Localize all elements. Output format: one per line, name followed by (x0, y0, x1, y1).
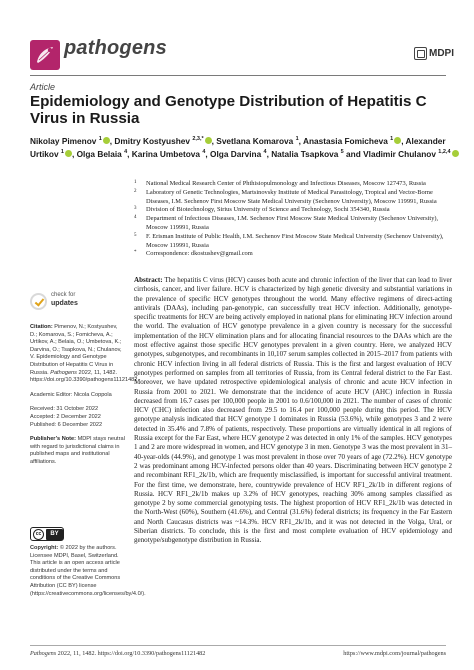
author-separator: , (401, 135, 406, 146)
author-affiliation-marker: 1 (390, 136, 394, 142)
affiliation-number: 4 (134, 215, 137, 221)
copyright-label: Copyright: (30, 545, 59, 551)
affiliation-number: 2 (134, 188, 137, 194)
affiliation-number: 5 (134, 232, 137, 238)
citation-journal: Pathogens (50, 369, 77, 376)
by-icon: BY (46, 529, 63, 540)
orcid-icon[interactable] (65, 150, 72, 157)
abstract-label: Abstract: (134, 276, 163, 284)
affiliation-text: F. Erisman Institute of Public Health, I.M. Sechenov First Moscow State Medical University (Sechenov University), Moscow 119991, Russia (146, 232, 444, 249)
citation-label: Citation: (30, 324, 53, 330)
publisher-name: MDPI (429, 47, 454, 59)
editor-block (30, 392, 126, 400)
author-separator: and (343, 148, 364, 159)
author-name[interactable]: Vladimir Chulanov (363, 148, 439, 159)
published-date: Published: 6 December 2022 (30, 421, 103, 428)
author-name[interactable]: Karina Umbetova (131, 148, 203, 159)
dates-block (30, 406, 126, 429)
received-date: Received: 31 October 2022 (30, 406, 99, 413)
cc-by-license-icon[interactable] (30, 527, 64, 541)
author-separator: , (205, 148, 210, 159)
author-name[interactable]: Anastasia Fomicheva (302, 135, 391, 146)
check-updates-label[interactable]: check for (51, 292, 76, 298)
author-separator: , (109, 135, 115, 146)
author-affiliation-marker: 1 (98, 136, 102, 142)
footer-journal-url[interactable]: https://www.mdpi.com/journal/pathogens (343, 650, 446, 657)
footer-journal: Pathogens (30, 650, 57, 657)
author-name[interactable]: Nikolay Pimenov (30, 135, 99, 146)
author-affiliation-marker: 4 (263, 148, 267, 155)
mdpi-logo (414, 44, 454, 62)
abstract (134, 276, 452, 546)
author-list (30, 134, 460, 160)
footer-citation (30, 650, 205, 657)
orcid-icon[interactable] (452, 150, 459, 157)
publisher-note: MDPI stays neutral with regard to jurisdictional claims in published maps and institutional affiliations. (30, 436, 125, 465)
citation-doi[interactable]: 2022, 11, 1482. https://doi.org/10.3390/pathogens11121482 (30, 369, 138, 384)
abstract-text: The hepatitis C virus (HCV) causes both acute and chronic infection of the liver that can lead to liver cirrhosis, cancer, and liver failure. HCV is characterized by high genetic diversity and substantial variations in the prevalence of specific HCV genotypes throughout the world. Many effective regimens of direct-acting antivirals (DAAs), including pan-genotypic, can successfully treat HCV infection. Additionally, genotype-specific treatments for HCV are being actively employed in national plans for eliminating HCV infection around the world. The evaluation of HCV genotype prevalence in a given country is necessary for the successful implementation of the HCV elimination plans and for allocating financial resources to the DAAs which are the most effective against those specific HCV genotypes prevalent in a given country. Here, we analyzed HCV genotypes, subgenotypes, and recombinants in 10,107 serum samples collected in 2015–2017 from patients with chronic HCV infection living in all federal districts of Russia. This is the first and largest evaluation of HCV genotypes performed on samples from all territories of Russia, from its Central federal district to the Far East. Moreover, we have updated retrospective epidemiological analysis of chronic and acute HCV infection in Russia from 2001 to 2021. We demonstrate that the incidence of acute HCV (AHC) infection in Russia decreased from 16.7 cases per 100,000 people in 2001 to 0.6/100,000 in 2021. The number of cases of chronic HCV (CHC) infection also decreased from 29.5 to 16.4 per 100,000 people during this period. The HCV genotype analysis indicated that HCV genotype 1 dominates in Russia (53.6%), while genotypes 3 and 2 were detected in 35.4% and 7.8% of patients, respectively. These proportions are virtually identical in all regions of Russia except for the Far East, where HCV genotype 2 was detected in only 1% of the samples. HCV genotypes 1 and 2 are more widespread in women, and HCV genotype 3 in men. Genotype 3 was the most prevalent in 31–40-year-olds (44.9%), and genotype 1 was most prevalent in those over 70 years of age (72.2%). HCV genotype 2 was predominant among HCV-infected persons older than 40 years. Discriminating between HCV genotype 2 and recombinant RF1_2k/1b, which are frequently misclassified, is important for successful antiviral treatment. For the first time, we demonstrate, here, countrywide prevalence of HCV RF1_2k/1b in different regions of Russia. HCV RF1_2k/1b makes up 3.2% of HCV genotypes, reaching 30% among samples classified as genotype 2 by some commercial genotyping tests. The highest proportion of HCV RF1_2k/1b was detected in the North-West (60%), Southern (41.6%), and Central (31.6%) federal districts; its frequency in the Far Eastern and North Caucasus districts was ~14.3%. HCV RF1_2k/1b, and it was not detected in the Volga, Ural, or Siberian districts. To conclude, this is the first and most complete evaluation of HCV epidemiology and genotype/subgenotype distribution in Russia. (134, 276, 452, 545)
affiliation-item (134, 250, 454, 259)
affiliation-text: Correspondence: dkostushev@gmail.com (146, 250, 253, 258)
author-name[interactable]: Alexander Urtikov (30, 135, 446, 159)
affiliation-item (134, 189, 454, 207)
check-updates-label-bold[interactable]: updates (51, 300, 78, 307)
publisher-note-label: Publisher’s Note: (30, 436, 77, 443)
affiliation-number: 3 (134, 206, 137, 212)
publisher-note-block (30, 436, 126, 466)
affiliations (134, 180, 454, 259)
author-affiliation-marker: 5 (340, 148, 344, 155)
citation-block (30, 324, 138, 385)
affiliation-item (134, 233, 454, 251)
accepted-date: Accepted: 2 December 2022 (30, 413, 101, 420)
cc-icon: cc (33, 529, 44, 540)
author-separator: , (127, 148, 132, 159)
journal-name: pathogens (64, 37, 167, 59)
affiliation-text: Department of Infectious Diseases, I.M. Sechenov First Moscow State Medical University (Sechenov University), Moscow 119991, Russia (146, 215, 439, 231)
author-name[interactable]: Svetlana Komarova (216, 135, 296, 146)
footer-doi[interactable]: 2022, 11, 1482. https://doi.org/10.3390/pathogens11121482 (57, 650, 206, 657)
author-affiliation-marker: 1 (60, 148, 64, 155)
author-separator: , (211, 135, 217, 146)
affiliation-item (134, 215, 454, 233)
footer-divider (30, 645, 446, 646)
affiliation-text: Division of Biotechnology, Sirius University of Science and Technology, Sochi 354340, Russia (146, 206, 390, 214)
author-affiliation-marker: 1 (295, 136, 299, 142)
article-type: Article (30, 82, 56, 92)
author-name[interactable]: Olga Belaia (76, 148, 125, 159)
header-divider (30, 75, 446, 76)
article-info-sidebar (30, 324, 138, 474)
author-affiliation-marker: 4 (202, 148, 206, 155)
author-name[interactable]: Olga Darvina (210, 148, 264, 159)
affiliation-number: 1 (134, 180, 137, 185)
affiliation-item (134, 180, 454, 189)
orcid-icon[interactable] (205, 137, 212, 144)
author-name[interactable]: Dmitry Kostyushev (114, 135, 193, 146)
academic-editor: Academic Editor: Nicola Coppola (30, 391, 112, 398)
copyright-block (30, 545, 146, 598)
author-affiliation-marker: 1,2,4 (438, 148, 451, 155)
check-for-updates-icon[interactable] (30, 293, 47, 310)
author-separator: , (266, 148, 272, 159)
copyright-text: © 2022 by the authors. Licensee MDPI, Basel, Switzerland. This article is an open access article distributed under the terms and conditions of the Creative Commons Attribution (CC BY) license (https://creativecommons.org/licenses/by/4.0/). (30, 545, 146, 597)
journal-logo-icon (30, 40, 60, 70)
affiliation-text: Laboratory of Genetic Technologies, Martsinovsky Institute of Medical Parasitology, Tropical and Vector-Borne Diseases, I.M. Sechenov First Moscow State Medical University (Sechenov University), Moscow 119991, Russia (146, 188, 437, 205)
orcid-icon[interactable] (103, 137, 110, 144)
mdpi-logo-icon (414, 47, 427, 60)
author-affiliation-marker: 2,3,* (192, 136, 204, 142)
affiliation-text: National Medical Research Center of Phthisiopulmonology and Infectious Diseases, Moscow 127473, Russia (146, 180, 426, 187)
author-separator: , (71, 148, 77, 159)
paper-title: Epidemiology and Genotype Distribution of Hepatitis C Virus in Russia (30, 93, 427, 127)
author-separator: , (298, 135, 303, 146)
citation-text: Pimenov, N.; Kostyushev, D.; Komarova, S.; Fomicheva, A.; Urtikov, A.; Belaia, O.; Umbetova, K.; Darvina, O.; Tsapkova, N.; Chulanov, V. Epidemiology and Genotype Distribution of Hepatitis C Virus in Russia. (30, 324, 122, 376)
author-affiliation-marker: 4 (124, 148, 128, 155)
affiliation-item (134, 206, 454, 215)
author-name[interactable]: Natalia Tsapkova (271, 148, 341, 159)
affiliation-number: * (134, 250, 137, 256)
